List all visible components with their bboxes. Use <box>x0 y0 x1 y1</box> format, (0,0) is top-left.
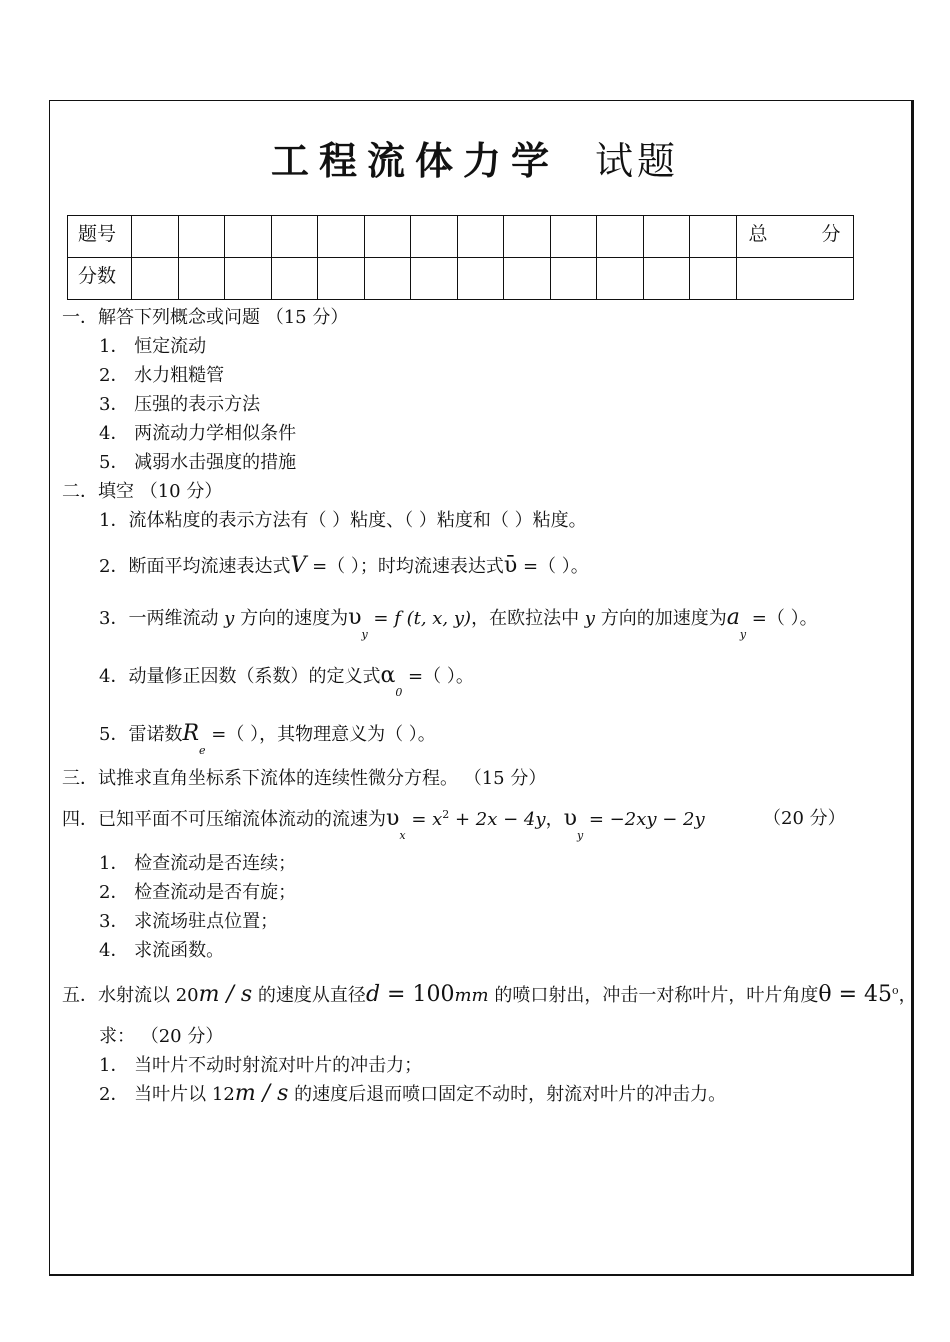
score-cell <box>597 258 644 300</box>
q2-symbol-v: V <box>290 553 307 578</box>
section-4-item: 2． 检查流动是否有旋； <box>99 882 297 903</box>
total-char-a: 总 <box>748 223 768 245</box>
q3-function: = f (t, x, y) <box>367 608 472 629</box>
score-table <box>67 215 854 300</box>
s5-text-g: 的喷口射出，冲击一对称叶片，叶片角度 <box>488 985 819 1006</box>
q3-sub-y: y <box>361 628 368 641</box>
title-main: 工程流体力学 <box>270 138 559 183</box>
s4-ux-eq: = x <box>405 809 443 830</box>
section-4-item: 4． 求流函数。 <box>99 940 225 961</box>
score-cell <box>457 216 504 258</box>
score-cell <box>457 258 504 300</box>
q3-sub-y2: y <box>739 628 747 641</box>
score-cell <box>132 216 179 258</box>
score-cell <box>690 258 737 300</box>
score-cell <box>643 258 690 300</box>
score-cell <box>225 216 272 258</box>
q3-symbol-a: a <box>726 605 740 630</box>
score-cell <box>690 216 737 258</box>
score-cell <box>411 258 458 300</box>
s4-sup-2: 2 <box>442 808 450 821</box>
score-cell <box>225 258 272 300</box>
score-row-question-no <box>68 216 854 258</box>
q5-symbol-r: R <box>182 721 200 746</box>
q3-text-i: 方向的加速度为 <box>600 608 727 629</box>
fill-question-4 <box>99 663 474 699</box>
score-total-header <box>736 216 853 258</box>
q3-symbol-u: υ <box>348 605 362 630</box>
score-cell <box>318 258 365 300</box>
score-cell <box>132 258 179 300</box>
exam-title <box>0 130 950 185</box>
q3-text-l: =（ ）。 <box>746 608 818 629</box>
s5-var-d: d <box>365 982 381 1007</box>
score-label-points: 分数 <box>68 258 132 300</box>
score-cell <box>178 258 225 300</box>
q3-var-y: y <box>218 608 241 629</box>
fill-question-2 <box>99 555 589 578</box>
q5-sub-e: e <box>199 744 206 757</box>
s4-sub-x: x <box>399 829 406 842</box>
section-5-item: 1． 当叶片不动时射流对叶片的冲击力； <box>99 1055 423 1076</box>
section-3-heading: 三．试推求直角坐标系下流体的连续性微分方程。 （15 分） <box>62 768 547 789</box>
q2-text-a: 2．断面平均流速表达式 <box>99 556 291 577</box>
score-cell <box>364 216 411 258</box>
q2-text-e: =（ ）。 <box>517 556 589 577</box>
section-1-item: 5． 减弱水击强度的措施 <box>99 452 297 473</box>
score-cell <box>271 216 318 258</box>
score-cell <box>597 216 644 258</box>
s5-i2-a: 2． 当叶片以 12 <box>99 1084 235 1105</box>
section-1-item: 3． 压强的表示方法 <box>99 394 261 415</box>
fill-question-3 <box>99 605 818 641</box>
score-cell <box>364 258 411 300</box>
score-cell <box>271 258 318 300</box>
q3-text-g: ，在欧拉法中 <box>471 608 580 629</box>
section-5-item <box>99 1083 726 1106</box>
q3-text-c: 方向的速度为 <box>240 608 349 629</box>
section-2-heading: 二．填空 （10 分） <box>62 481 223 502</box>
q2-symbol-mean-u: ῡ <box>503 553 518 578</box>
fill-question-5 <box>99 721 436 757</box>
score-cell <box>411 216 458 258</box>
s4-symbol-ux: υ <box>386 806 400 831</box>
s5-text-a: 五．水射流以 20 <box>62 985 199 1006</box>
s4-text-a: 四．已知平面不可压缩流体流动的流速为 <box>62 809 386 830</box>
section-4-score: （20 分） <box>763 808 846 829</box>
s5-unit-mm: mm <box>454 985 489 1006</box>
score-cell <box>178 216 225 258</box>
s5-eq-45: = 45 <box>831 982 892 1007</box>
section-1-item: 1． 恒定流动 <box>99 336 207 357</box>
s5-i2-c: 的速度后退而喷口固定不动时，射流对叶片的冲击力。 <box>288 1084 727 1105</box>
q5-text-a: 5．雷诺数 <box>99 724 183 745</box>
q4-text-a: 4．动量修正因数（系数）的定义式 <box>99 666 381 687</box>
s4-comma: ， <box>545 809 564 830</box>
section-4-item: 1． 检查流动是否连续； <box>99 853 297 874</box>
score-cell <box>550 258 597 300</box>
s4-symbol-uy: υ <box>563 806 577 831</box>
s5-degree: o <box>892 984 899 997</box>
s4-ux-rest: + 2x − 4y <box>449 809 546 830</box>
section-4-item: 3． 求流场驻点位置； <box>99 911 279 932</box>
s5-symbol-theta: θ <box>818 982 832 1007</box>
title-sub: 试题 <box>595 139 680 183</box>
total-char-b: 分 <box>821 223 841 245</box>
score-label-question-no: 题号 <box>68 216 132 258</box>
score-cell <box>504 216 551 258</box>
section-1-heading: 一．解答下列概念或问题 （15 分） <box>62 307 349 328</box>
s5-i2-unit: m / s <box>234 1081 289 1106</box>
s5-text-c: 的速度从直径 <box>252 985 366 1006</box>
q3-text-a: 3．一两维流动 <box>99 608 219 629</box>
section-5-heading <box>62 984 917 1009</box>
q4-symbol-alpha: α <box>380 663 396 688</box>
s5-eq-100: = 100 <box>380 982 455 1007</box>
score-cell <box>550 216 597 258</box>
s5-comma: ， <box>898 985 917 1006</box>
s4-uy-eq: = −2xy − 2y <box>583 809 705 830</box>
fill-question-1: 1．流体粘度的表示方法有（ ）粘度、（ ）粘度和（ ）粘度。 <box>99 510 587 531</box>
section-1-item: 4． 两流动力学相似条件 <box>99 423 297 444</box>
section-5-ask: 求： （20 分） <box>99 1026 224 1047</box>
score-cell <box>318 216 365 258</box>
s4-sub-y: y <box>576 829 584 842</box>
score-row-points <box>68 258 854 300</box>
section-4-heading <box>62 806 705 842</box>
q4-sub-0: 0 <box>395 686 403 699</box>
q4-text-d: =（ ）。 <box>402 666 474 687</box>
score-cell <box>504 258 551 300</box>
score-total-cell <box>736 258 853 300</box>
q2-text-c: =（ ）；时均流速表达式 <box>306 556 504 577</box>
s5-unit-ms: m / s <box>198 982 253 1007</box>
section-1-item: 2． 水力粗糙管 <box>99 365 225 386</box>
q3-var-y2: y <box>579 608 601 629</box>
q5-text-d: =（ ），其物理意义为（ ）。 <box>205 724 436 745</box>
score-cell <box>643 216 690 258</box>
